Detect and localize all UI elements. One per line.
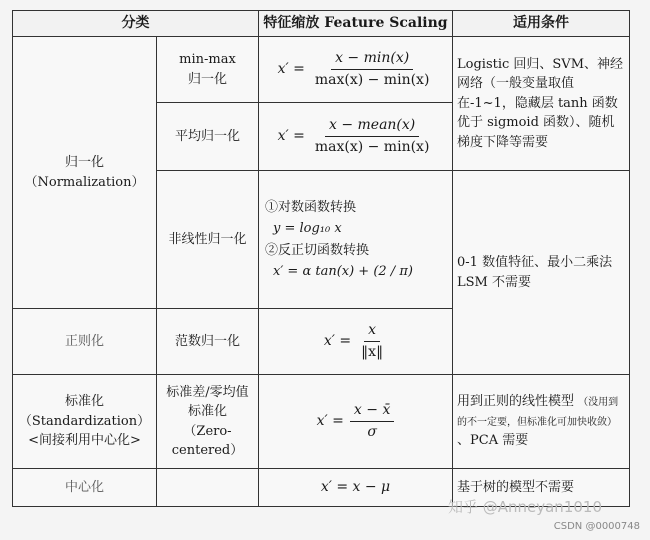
mean-lhs: x′ = <box>277 128 305 144</box>
norm-formula <box>263 320 448 363</box>
cond-3c: 、PCA 需要 <box>457 433 529 449</box>
norm-fraction <box>357 320 387 363</box>
log-eq: y = log₁₀ x <box>273 221 342 236</box>
cell-norm-formula <box>259 309 453 375</box>
norm-den: ‖x‖ <box>361 344 384 360</box>
header-category: 分类 <box>13 11 259 37</box>
std-method-2: （Zero-centered） <box>171 423 244 458</box>
atan-title: ②反正切函数转换 <box>265 242 370 258</box>
std-fraction <box>350 400 394 443</box>
std-label-1: 标准化 <box>64 394 104 410</box>
cell-nonlinear-formula <box>259 171 453 309</box>
minmax-formula <box>263 48 448 91</box>
std-label-2: （Standardization） <box>18 413 151 429</box>
cell-minmax <box>157 37 259 103</box>
header-scaling: 特征缩放 Feature Scaling <box>259 11 453 37</box>
cell-std-formula <box>259 375 453 469</box>
minmax-label-2: 归一化 <box>187 71 227 87</box>
cell-minmax-formula <box>259 37 453 103</box>
cell-cond-3 <box>453 375 630 469</box>
regular-label: 正则化 <box>13 309 157 375</box>
minmax-den: max(x) − min(x) <box>314 72 430 88</box>
std-formula <box>263 400 448 443</box>
center-eq: x′ = x − μ <box>320 479 391 495</box>
center-label: 中心化 <box>13 469 157 507</box>
cell-mean-formula <box>259 103 453 171</box>
norm-num: x <box>364 320 380 342</box>
norm-label: 范数归一化 <box>157 309 259 375</box>
log-title: ①对数函数转换 <box>265 199 357 215</box>
std-den: σ <box>367 424 377 440</box>
minmax-num: x − min(x) <box>331 48 413 70</box>
mean-formula <box>263 115 448 158</box>
cell-normalization <box>13 37 157 309</box>
center-method-empty <box>157 469 259 507</box>
minmax-label-1: min-max <box>179 52 236 67</box>
std-num: x − x̄ <box>350 400 394 422</box>
std-method-1: 标准差/零均值标准化 <box>166 384 249 419</box>
row-standardization <box>13 375 630 469</box>
source-credit: CSDN @0000748 <box>553 521 640 532</box>
cell-standardization <box>13 375 157 469</box>
cond-4: 基于树的模型不需要 <box>453 469 630 507</box>
normalization-en: （Normalization） <box>24 174 145 190</box>
header-row <box>13 11 630 37</box>
feature-scaling-table <box>12 10 630 507</box>
cond-3a: 用到正则的线性模型 <box>457 394 575 410</box>
cell-std-method <box>157 375 259 469</box>
row-minmax <box>13 37 630 103</box>
nonlinear-label: 非线性归一化 <box>157 171 259 309</box>
normalization-label: 归一化 <box>64 155 104 170</box>
atan-eq: x′ = α tan(x) + (2 / π) <box>273 264 413 279</box>
mean-num: x − mean(x) <box>325 115 419 137</box>
std-label-3: <间接利用中心化> <box>28 433 141 449</box>
norm-lhs: x′ = <box>323 333 352 349</box>
minmax-fraction <box>311 48 434 91</box>
mean-den: max(x) − min(x) <box>314 139 430 155</box>
header-conditions: 适用条件 <box>453 11 630 37</box>
mean-fraction <box>311 115 434 158</box>
mean-label: 平均归一化 <box>157 103 259 171</box>
minmax-lhs: x′ = <box>277 61 305 77</box>
cell-center-formula <box>259 469 453 507</box>
cell-cond-1: Logistic 回归、SVM、神经网络（一般变量取值在-1~1，隐藏层 tanh 函数优于 sigmoid 函数）、随机梯度下降等需要 <box>453 37 630 171</box>
watermark: 知乎 @Anneyan1010 <box>447 498 602 516</box>
cell-cond-2: 0-1 数值特征、最小二乘法 LSM 不需要 <box>453 171 630 375</box>
std-lhs: x′ = <box>316 413 344 429</box>
cond-3b: （没用到的不一定要，但标准化可加快收敛） <box>457 397 619 428</box>
